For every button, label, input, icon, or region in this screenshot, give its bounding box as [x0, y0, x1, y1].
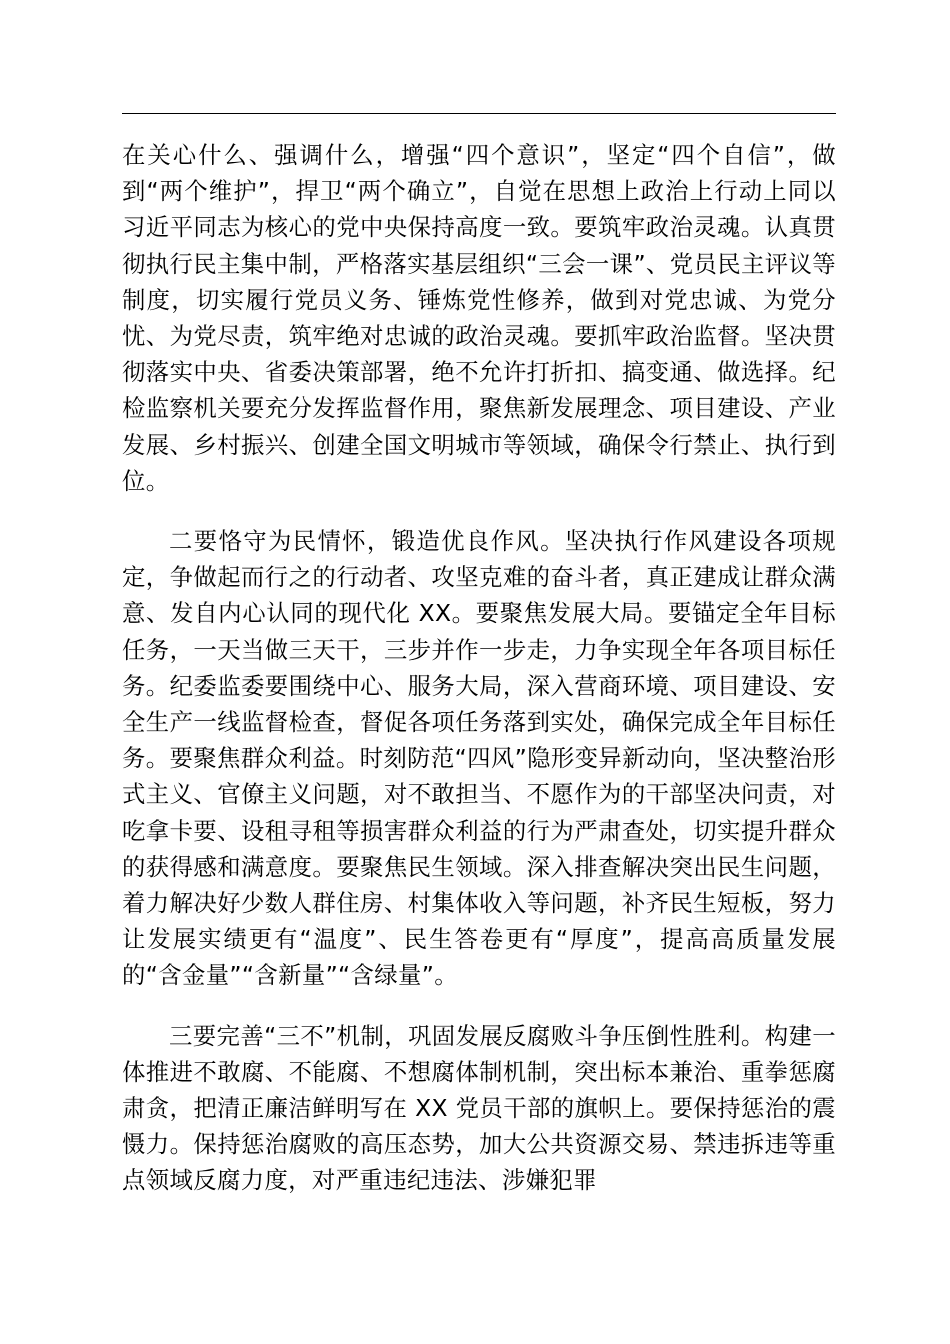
paragraph-section-three: 三要完善“三不”机制，巩固发展反腐败斗争压倒性胜利。构建一体推进不敢腐、不能腐、不想腐体制机制，突出标本兼治、重拳惩腐肃贪，把清正廉洁鲜明写在 XX 党员干部的旗帜上。要保持惩治的震慑力。保持惩治腐败的高压态势，加大公共资源交易、禁违拆违等重点领域反腐力度，对严重违纪违法、涉嫌犯罪	[122, 1021, 836, 1195]
header-rule	[122, 113, 836, 114]
paragraph-continuation: 在关心什么、强调什么，增强“四个意识”，坚定“四个自信”，做到“两个维护”，捍卫“两个确立”，自觉在思想上政治上行动上同以习近平同志为核心的党中央保持高度一致。要筑牢政治灵魂。认真贯彻执行民主集中制，严格落实基层组织“三会一课”、党员民主评议等制度，切实履行党员义务、锤炼党性修养，做到对党忠诚、为党分忧、为党尽责，筑牢绝对忠诚的政治灵魂。要抓牢政治监督。坚决贯彻落实中央、省委决策部署，绝不允许打折扣、搞变通、做选择。纪检监察机关要充分发挥监督作用，聚焦新发展理念、项目建设、产业发展、乡村振兴、创建全国文明城市等领域，确保令行禁止、执行到位。	[122, 141, 836, 495]
paragraph-section-two: 二要恪守为民情怀，锻造优良作风。坚决执行作风建设各项规定，争做起而行之的行动者、攻坚克难的奋斗者，真正建成让群众满意、发自内心认同的现代化 XX。要聚焦发展大局。要锚定全年目标任务，一天当做三天干，三步并作一步走，力争实现全年各项目标任务。纪委监委要围绕中心、服务大局，深入营商环境、项目建设、安全生产一线监督检查，督促各项任务落到实处，确保完成全年目标任务。要聚焦群众利益。时刻防范“四风”隐形变异新动向，坚决整治形式主义、官僚主义问题，对不敢担当、不愿作为的干部坚决问责，对吃拿卡要、设租寻租等损害群众利益的行为严肃查处，切实提升群众的获得感和满意度。要聚焦民生领域。深入排查解决突出民生问题，着力解决好少数人群住房、村集体收入等问题，补齐民生短板，努力让发展实绩更有“温度”、民生答卷更有“厚度”，提高高质量发展的“含金量”“含新量”“含绿量”。	[122, 527, 836, 990]
document-body	[122, 137, 836, 1223]
